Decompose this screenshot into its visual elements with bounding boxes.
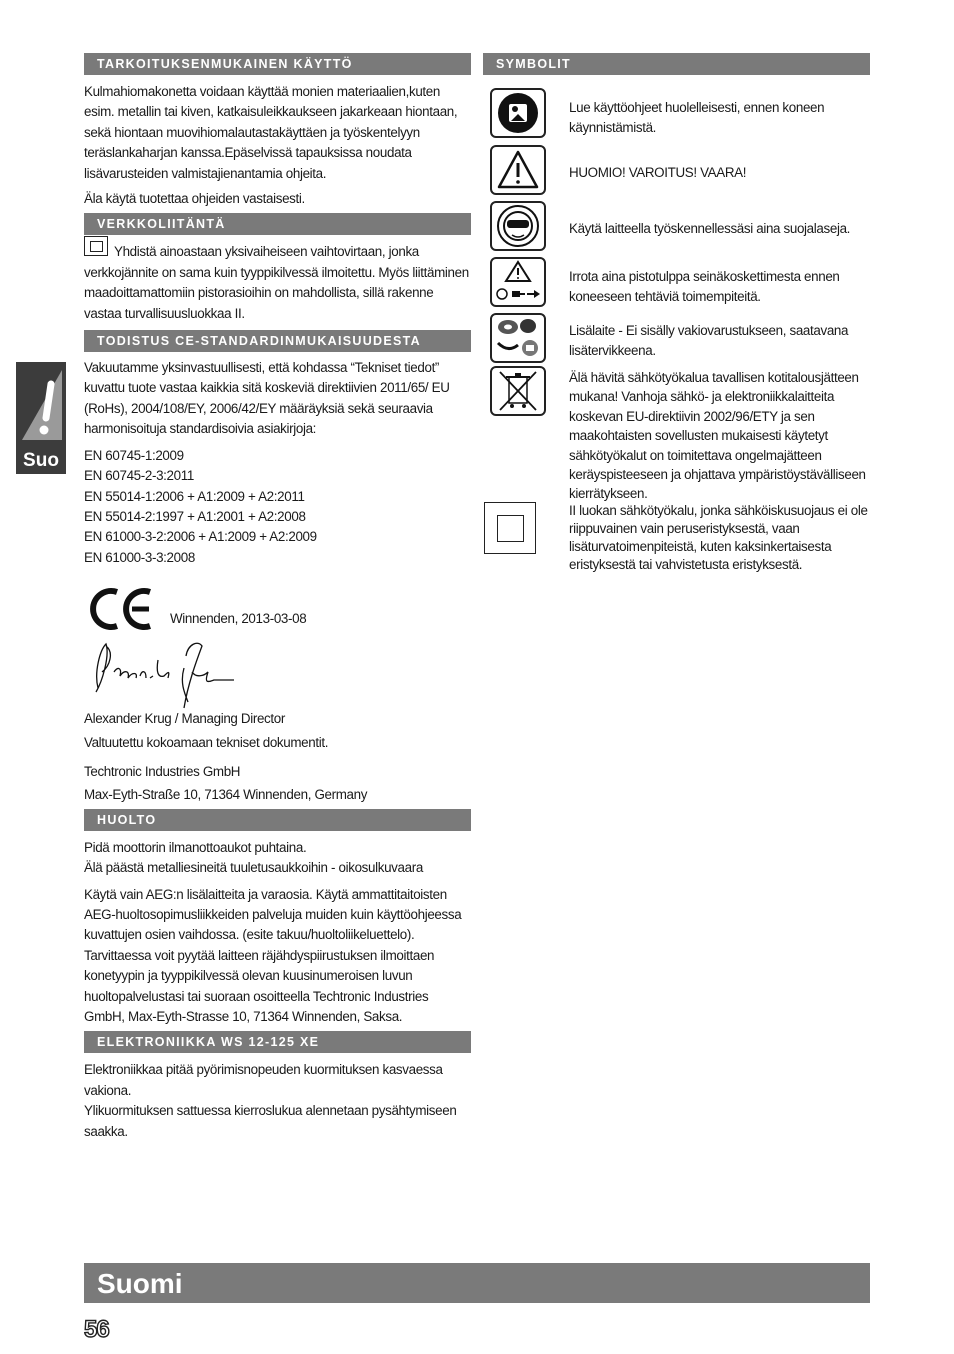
signature [84, 632, 254, 712]
ce-mark-logo [87, 584, 157, 634]
unplug-icon [490, 257, 546, 307]
section-heading-symbols: SYMBOLIT [483, 53, 870, 75]
accessory-icon [490, 313, 546, 363]
section-heading-mains: VERKKOLIITÄNTÄ [84, 213, 471, 235]
standards-list [84, 446, 471, 568]
symbol-row: Lue käyttöohjeet huolelleisesti, ennen koneen käynnistämistä. [483, 88, 870, 140]
section-heading-ce: TODISTUS CE-STANDARDINMUKAISUUDESTA [84, 330, 471, 352]
ce-mark-row [84, 574, 471, 640]
protective-gear-icon [490, 201, 546, 251]
standard-item: EN 61000-3-3:2008 [84, 549, 195, 565]
purpose-warning: Äla käytä tuotettaa ohjeiden vastaisesti. [84, 191, 305, 207]
standard-item: EN 55014-2:1997 + A1:2001 + A2:2008 [84, 508, 306, 524]
read-manual-icon [490, 88, 546, 138]
service-paragraph: Käytä vain AEG:n lisälaitteita ja varaosia. Käytä ammattitaitoisten AEG-huoltosopimusliikkeiden palveluja muiden kuin käyttöohjeessa kuvattujen osien vaihdossa. (esite takuu/huoltoliikeluettelo). Tarvittaessa voit pyytää laitteen räjähdyspiirustuksen ilmoittaen konetyypin ja tyyppikilvessä olevan kuusinumeroisen luvun huoltopalvelustasi tai suoraan osoitteella Techtronic Industries GmbH, Max-Eyth-Strasse 10, 71364 Winnenden, Saksa. [84, 886, 462, 1024]
warning-triangle-icon [490, 145, 546, 195]
section-heading-purpose: TARKOITUKSENMUKAINEN KÄYTTÖ [84, 53, 471, 75]
warning-exclamation-icon [16, 366, 66, 446]
electronics-paragraph-1: Elektroniikkaa pitää pyörimisnopeuden kuormituksen kasvaessa vakiona. [84, 1062, 443, 1098]
standard-item: EN 60745-2-3:2011 [84, 468, 194, 484]
page-number: 56 [84, 1316, 109, 1343]
mains-paragraph: Yhdistä ainoastaan yksivaiheiseen vaihtovirtaan, jonka verkkojännite on sama kuin tyyppikilvessä ilmoitettu. Myös liittäminen maadoittamattomiin pistorasioihin on mahdollista, sillä rakenne vastaa turvallisuusluokkaa II. [84, 242, 471, 324]
language-code: Suo [23, 450, 59, 471]
language-side-tab [16, 362, 66, 474]
section-heading-electronics: ELEKTRONIIKKA WS 12-125 XE [84, 1031, 471, 1053]
symbol-row: Älä hävitä sähkötyökalua tavallisen kotitalousjätteen mukana! Vanhoja sähkö- ja elektroniikkalaitteita koskevan EU-direktiivin 2002/96/ETY ja sen maakohtaisten sovellusten mukaisesti käytetyt sähkötyökalut on toimitettava ongelmajätteen keräyspisteeseen ja ohjattava ympäristöystävälliseen kierrätykseen. [483, 366, 870, 576]
place-date: Winnenden, 2013-03-08 [170, 611, 307, 627]
left-column [84, 53, 471, 1142]
weee-bin-icon [490, 366, 546, 416]
electronics-paragraph-2: Ylikuormituksen sattuessa kierroslukua alennetaan pysähtymiseen saakka. [84, 1103, 457, 1139]
standard-item: EN 60745-1:2009 [84, 447, 184, 463]
service-line-2: Älä päästä metalliesineitä tuuletusaukkoihin - oikosulkuvaara [84, 860, 423, 876]
symbol-row: Irrota aina pistotulppa seinäkoskettimesta ennen koneeseen tehtäviä toimempiteitä. [483, 257, 870, 309]
symbol-row: HUOMIO! VAROITUS! VAARA! [483, 145, 870, 197]
signer-name: Alexander Krug / Managing Director [84, 711, 285, 727]
symbol-row: Lisälaite - Ei sisälly vakiovarustukseen, saatavana lisätervikkeena. [483, 313, 870, 365]
section-heading-service: HUOLTO [84, 809, 471, 831]
class-ii-icon [484, 502, 536, 554]
authorized-text: Valtuutettu kokoamaan tekniset dokumentit. [84, 734, 329, 750]
standard-item: EN 61000-3-2:2006 + A1:2009 + A2:2009 [84, 529, 317, 545]
symbol-row: II luokan sähkötyökalu, jonka sähköiskusuojaus ei ole riippuvainen vain peruseristyksestä, vaan lisäturvatoimenpiteistä, kuten kaksinkertaisesta eristyksestä tai vahvistetusta eristyksestä. [483, 502, 870, 582]
class-ii-small-icon [84, 236, 108, 256]
right-column [483, 53, 870, 572]
symbol-row: Käytä laitteella työskennellessäsi aina suojalaseja. [483, 201, 870, 253]
ce-declaration: Vakuutamme yksinvastuullisesti, että kohdassa “Tekniset tiedot” kuvattu tuote vastaa kaikkia sitä koskeviä direktiivien 2011/65/ EU (RoHs), 2004/108/EY, 2006/42/EY määräyksiä sekä seuraavia harmonisoituja standardisoivia asiakirjoja: [84, 360, 450, 437]
company-name: Techtronic Industries GmbH [84, 763, 241, 779]
company-address: Max-Eyth-Straße 10, 71364 Winnenden, Germany [84, 787, 368, 803]
purpose-paragraph: Kulmahiomakonetta voidaan käyttää monien materiaalien,kuten esim. metallin tai kiven, katkaisuleikkaukseen jakarkeaan hiontaan, sekä hiontaan muovihiomalautastakäyttäen ja työskentelyyn teräslankaharjan kanssa.Epäselvissä tapauksissa noudata lisävarusteiden valmistajienantamia ohjeita. [84, 84, 458, 181]
service-line-1: Pidä moottorin ilmanottoaukot puhtaina. [84, 839, 307, 855]
language-footer-bar: Suomi [84, 1263, 870, 1303]
standard-item: EN 55014-1:2006 + A1:2009 + A2:2011 [84, 488, 305, 504]
